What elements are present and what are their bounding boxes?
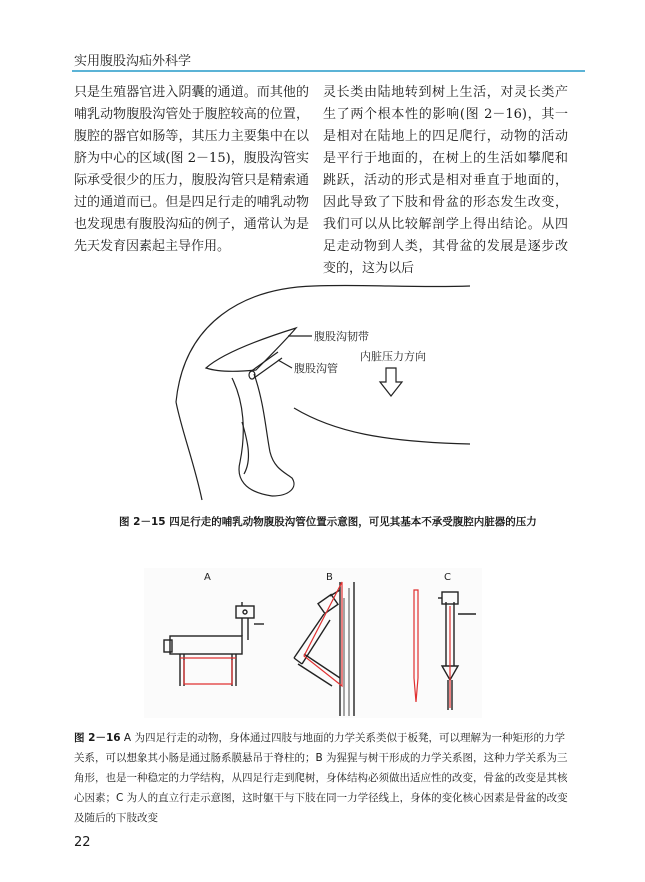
page-number: 22 — [74, 835, 91, 850]
figure-2-15-caption-label: 图 2－15 — [119, 516, 166, 528]
label-canal: 腹股沟管 — [294, 362, 338, 375]
figure-2-16-caption-text: A 为四足行走的动物，身体通过四肢与地面的力学关系类似于板凳，可以理解为一种矩形的力学关系，可以想象其小肠是通过肠系膜悬吊于脊柱的；B 为猩猩与树干形成的力学关系图，这种力学关系为三角形，也是一种稳定的力学结构，从四足行走到爬树，身体结构必须做出适应性的改变，骨盆的改变是其核心因素；C 为人的直立行走示意图，这时躯干与下肢在同一力学径线上，身体的变化核心因素是骨盆的改变及随后的下肢改变 — [74, 732, 568, 824]
left-paragraph: 只是生殖器官进入阴囊的通道。而其他的哺乳动物腹股沟管处于腹腔较高的位置，腹腔的器官如肠等，其压力主要集中在以脐为中心的区域(图 2－15)，腹股沟管实际承受很少的压力，腹股沟管只是精索通过的通道而已。但是四足行走的哺乳动物也发现患有腹股沟疝的例子，通常认为是先天发育因素起主导作用。 — [74, 85, 309, 254]
figure-2-16-caption-label: 图 2－16 — [74, 732, 121, 744]
right-column — [323, 82, 568, 280]
panel-label-b: B — [326, 572, 333, 583]
figure-2-15-caption — [119, 512, 539, 532]
figure-2-16-drawing — [144, 568, 482, 718]
label-pressure: 内脏压力方向 — [360, 350, 426, 363]
figure-2-16-caption — [74, 728, 574, 828]
right-paragraph: 灵长类由陆地转到树上生活，对灵长类产生了两个根本性的影响(图 2－16)，其一是相对在陆地上的四足爬行，动物的活动是平行于地面的，在树上的生活如攀爬和跳跃，活动的形式是相对垂直于地面的，因此导致了下肢和骨盆的形态发生改变，我们可以从比较解剖学上得出结论。从四足走动物到人类，其骨盆的发展是逐步改变的，这为以后 — [323, 85, 568, 276]
label-ligament: 腹股沟韧带 — [314, 330, 369, 343]
header-rule — [72, 70, 585, 72]
left-column — [74, 82, 309, 258]
running-header: 实用腹股沟疝外科学 — [74, 54, 192, 69]
figure-2-15-drawing — [174, 282, 474, 502]
figure-2-15-caption-text: 四足行走的哺乳动物腹股沟管位置示意图，可见其基本不承受腹腔内脏器的压力 — [169, 516, 537, 528]
panel-label-c: C — [444, 572, 451, 583]
panel-label-a: A — [204, 572, 211, 583]
